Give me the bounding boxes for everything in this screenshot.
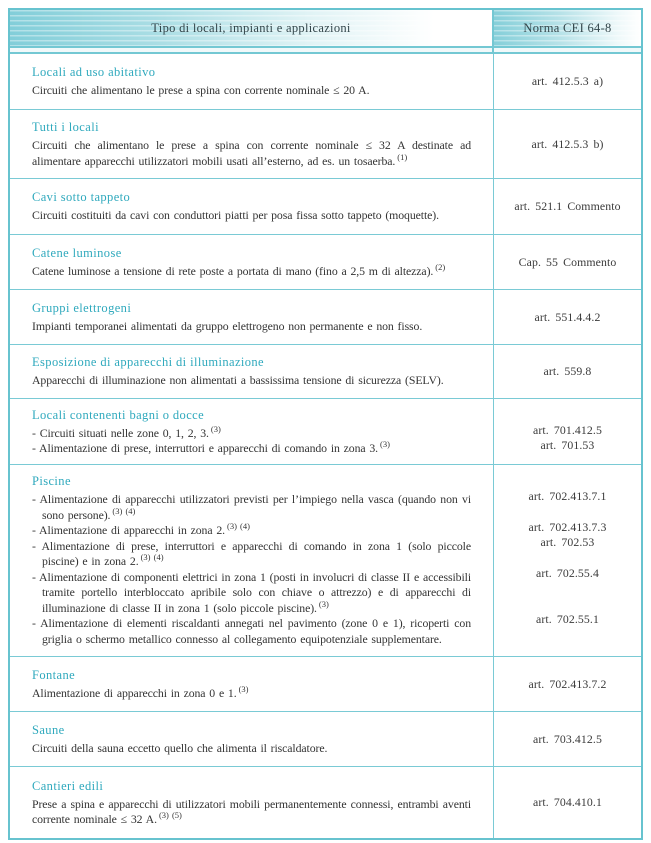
- row-text-main: Circuiti della sauna eccetto quello che alimenta il riscaldatore.: [32, 740, 328, 755]
- table-row: [10, 465, 641, 657]
- row-bullet-item: [32, 616, 471, 647]
- norm-cell: [494, 657, 641, 711]
- row-text-main: Prese a spina e apparecchi di utilizzatori mobili permanentemente connessi, entrambi aventi corrente nominale ≤ 32 A.: [32, 796, 471, 826]
- norm-ref: art. 412.5.3 a): [531, 74, 604, 88]
- row-text: [32, 683, 471, 702]
- norm-cell: [494, 767, 641, 838]
- footnote-marker: (3): [238, 683, 249, 694]
- footnote-marker: (3) (5): [158, 810, 182, 821]
- row-text-main: Alimentazione di apparecchi utilizzatori previsti per l’impiego nella vasca (quando non vi sono persone).: [39, 492, 471, 522]
- norm-ref: Cap. 55 Commento: [518, 254, 617, 269]
- row-title: Saune: [32, 722, 65, 737]
- norm-ref: art. 702.413.7.3: [528, 520, 607, 534]
- table-row: [10, 179, 641, 235]
- topic-cell: [10, 235, 494, 289]
- footnote-marker: (2): [435, 261, 446, 272]
- table-header-row: [10, 10, 641, 48]
- row-title: Locali contenenti bagni o docce: [32, 407, 205, 422]
- topic-cell: [10, 290, 494, 344]
- header-col-tipo-label: Tipo di locali, impianti e applicazioni: [151, 20, 351, 35]
- norm-ref: art. 521.1 Commento: [514, 199, 621, 213]
- row-text: [32, 373, 471, 389]
- row-text: [32, 138, 471, 169]
- table-row: [10, 657, 641, 712]
- row-title: Cavi sotto tappeto: [32, 190, 131, 205]
- row-text-main: Circuiti costituiti da cavi con conduttori piatti per posa fissa sotto tappeto (moquette).: [32, 208, 439, 223]
- footnote-marker: (3) (4): [140, 552, 164, 563]
- topic-cell: [10, 465, 494, 656]
- row-text: [32, 319, 471, 335]
- row-text-main: Circuiti situati nelle zone 0, 1, 2, 3.: [39, 425, 209, 440]
- row-bullet-item: [32, 539, 471, 570]
- cei-64-8-table: [8, 8, 643, 840]
- header-col-norma: [494, 10, 641, 46]
- row-title: Esposizione di apparecchi di illuminazione: [32, 355, 265, 370]
- norm-ref: art. 412.5.3 b): [531, 136, 604, 151]
- norm-cell: [494, 465, 641, 656]
- row-text: [32, 797, 471, 828]
- table-row: [10, 345, 641, 399]
- row-text-main: Alimentazione di componenti elettrici in zona 1 (posti in involucri di classe II e accessibili tramite portello interbloccato apribile solo con chiave o attrezzo) e di apparecchi di illuminazione di classe II in zona 1 (solo piccole piscine).: [39, 569, 471, 615]
- header-separator-left: [10, 48, 494, 52]
- footnote-marker: (3): [210, 423, 221, 434]
- topic-cell: [10, 712, 494, 766]
- norm-ref: art. 704.410.1: [533, 795, 602, 809]
- row-title: Gruppi elettrogeni: [32, 300, 132, 315]
- table-row: [10, 235, 641, 290]
- norm-cell: [494, 345, 641, 398]
- row-text: [32, 261, 471, 280]
- norm-ref: art. 702.55.1: [536, 612, 599, 626]
- norm-ref: art. 559.8: [543, 364, 592, 378]
- header-col-norma-label: Norma CEI 64-8: [523, 20, 612, 35]
- row-text-main: Alimentazione di apparecchi in zona 0 e 1.: [32, 685, 237, 700]
- row-text: [32, 208, 471, 224]
- norm-ref: art. 702.55.4: [536, 566, 599, 580]
- row-bullet-item: [32, 423, 471, 442]
- row-bullet-item: [32, 570, 471, 617]
- table-row: [10, 712, 641, 767]
- footnote-marker: (3) (4): [226, 521, 250, 532]
- topic-cell: [10, 399, 494, 464]
- header-col-tipo: [10, 10, 494, 46]
- row-title: Fontane: [32, 667, 76, 682]
- table-row: [10, 54, 641, 110]
- norm-ref: art. 702.53: [540, 535, 595, 549]
- norm-cell: [494, 235, 641, 289]
- norm-cell: [494, 290, 641, 344]
- topic-cell: [10, 179, 494, 234]
- row-bullet-item: [32, 523, 471, 539]
- row-text: [32, 741, 471, 757]
- row-bullet-item: [32, 492, 471, 523]
- table-row: [10, 767, 641, 838]
- footnote-marker: (3): [318, 598, 329, 609]
- header-separator-right: [494, 48, 641, 52]
- table-row: [10, 399, 641, 465]
- footnote-marker: (3): [380, 439, 390, 450]
- row-bullet-item: [32, 441, 471, 457]
- table-row: [10, 110, 641, 179]
- norm-ref: art. 701.53: [540, 437, 595, 452]
- topic-cell: [10, 657, 494, 711]
- row-text-main: Alimentazione di prese, interruttori e apparecchi di comando in zona 1 (solo piccole piscine) e in zona 2.: [41, 538, 471, 568]
- footnote-marker: (3) (4): [112, 505, 136, 516]
- norm-ref: art. 702.413.7.2: [528, 676, 607, 691]
- table-row: [10, 290, 641, 345]
- row-text-main: Alimentazione di prese, interruttori e apparecchi di comando in zona 3.: [39, 441, 379, 455]
- norm-cell: [494, 712, 641, 766]
- topic-cell: [10, 110, 494, 178]
- row-text: [32, 83, 471, 99]
- row-text-main: Catene luminose a tensione di rete poste a portata di mano (fino a 2,5 m di altezza).: [32, 263, 434, 278]
- norm-cell: [494, 399, 641, 464]
- norm-ref: art. 551.4.4.2: [534, 309, 601, 324]
- topic-cell: [10, 54, 494, 109]
- row-title: Tutti i locali: [32, 120, 99, 134]
- footnote-marker: (1): [397, 151, 408, 162]
- row-title: Catene luminose: [32, 245, 122, 260]
- row-text-main: Alimentazione di elementi riscaldanti annegati nel pavimento (zone 0 e 1), ricoperti con griglia o schermo metallico connesso al collegamento equipotenziale supplementare.: [40, 616, 472, 646]
- row-text-main: Circuiti che alimentano le prese a spina con corrente nominale ≤ 20 A.: [32, 83, 370, 98]
- row-text-main: Impianti temporanei alimentati da gruppo elettrogeno non permanente e non fisso.: [32, 318, 423, 333]
- norm-ref: art. 703.412.5: [533, 731, 602, 746]
- row-text-main: Alimentazione di apparecchi in zona 2.: [39, 523, 225, 537]
- row-title: Locali ad uso abitativo: [32, 65, 156, 80]
- norm-cell: [494, 179, 641, 234]
- norm-ref: art. 702.413.7.1: [528, 489, 607, 503]
- topic-cell: [10, 345, 494, 398]
- norm-ref: art. 701.412.5: [533, 422, 602, 437]
- row-title: Cantieri edili: [32, 778, 104, 793]
- norm-cell: [494, 54, 641, 109]
- row-text-main: Apparecchi di illuminazione non alimentati a bassissima tensione di sicurezza (SELV).: [32, 373, 444, 388]
- norm-cell: [494, 110, 641, 178]
- row-text-main: Circuiti che alimentano le prese a spina con corrente nominale ≤ 32 A destinate ad alimentare apparecchi utilizzatori mobili usati all’esterno, ad es. un tosaerba.: [32, 138, 471, 168]
- topic-cell: [10, 767, 494, 838]
- row-title: Piscine: [32, 474, 71, 488]
